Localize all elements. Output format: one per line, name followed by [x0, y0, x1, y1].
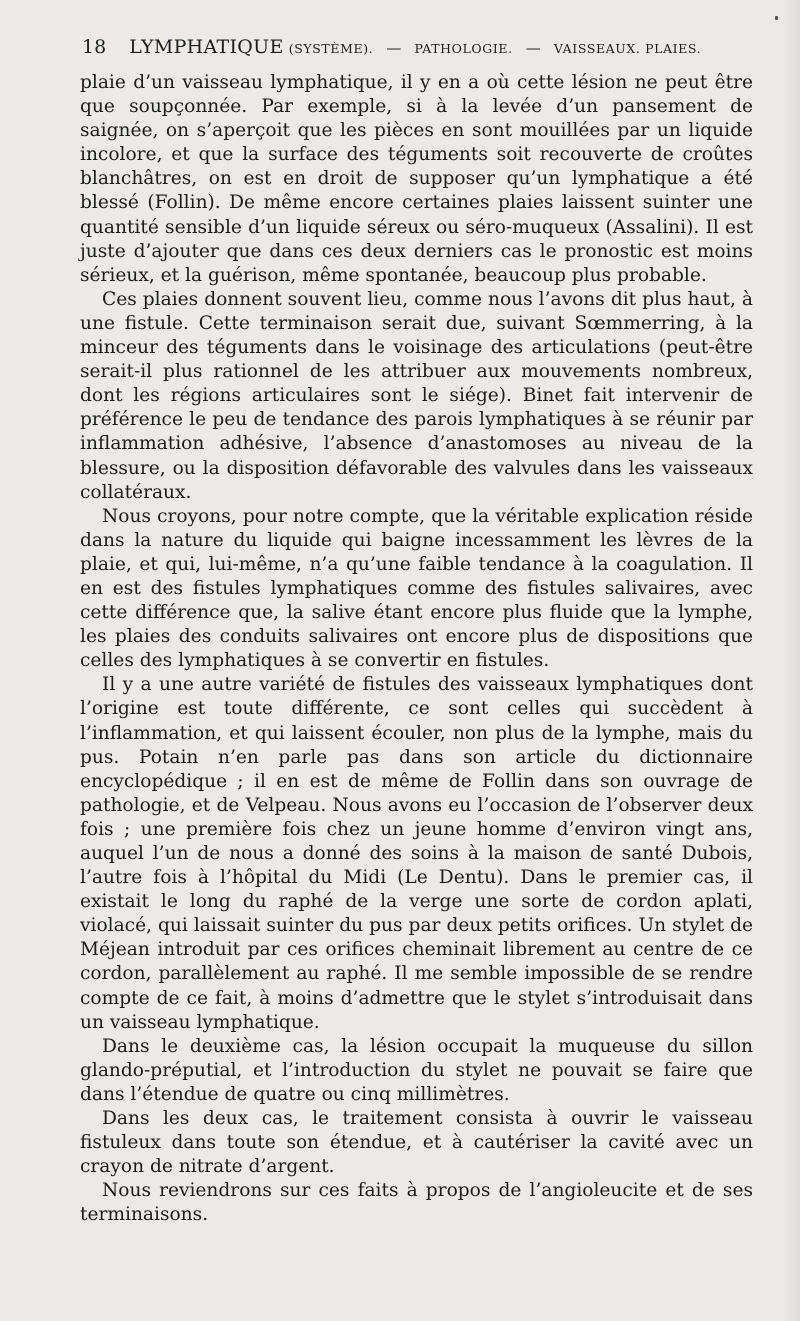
- header-section-pathologie: PATHOLOGIE.: [414, 41, 513, 56]
- paragraph-5: Dans le deuxième cas, la lésion occupait la muqueuse du sillon glando-préputial, et l’introduction du stylet ne pouvait se faire que dans l’étendue de quatre ou cinq millimètres.: [80, 1035, 753, 1105]
- paragraph-1: plaie d’un vaisseau lymphatique, il y en a où cette lésion ne peut être que soupçonnée. Par exemple, si à la levée d’un pansement de saignée, on s’aperçoit que les pièces en sont mouillées par un liquide incolore, et que la surface des téguments soit recouverte de croûtes blanchâtres, on est en droit de supposer qu’un lymphatique a été blessé (Follin). De même encore certaines plaies laissent suinter une quantité sensible d’un liquide séreux ou séro-muqueux (Assalini). Il est juste d’ajouter que dans ces deux derniers cas le pronostic est moins sérieux, et la guérison, même spontanée, beaucoup plus probable.: [80, 72, 753, 286]
- header-title: LYMPHATIQUE: [129, 36, 284, 58]
- header-section-vaisseaux: VAISSEAUX. PLAIES.: [553, 41, 702, 56]
- header-separator-2: —: [525, 39, 541, 57]
- paragraph-2: Ces plaies donnent souvent lieu, comme nous l’avons dit plus haut, à une fistule. Cette terminaison serait due, suivant Sœmmerring, à la minceur des téguments dans le voisinage des articulations (peut-être serait-il plus rationnel de les attribuer aux mouvements nombreux, dont les régions articulaires sont le siége). Binet fait intervenir de préférence le peu de tendance des parois lymphatiques à se réunir par inflammation adhésive, l’absence d’anastomoses au niveau de la blessure, ou la disposition défavorable des valvules dans les vaisseaux collatéraux.: [80, 288, 753, 503]
- page-edge-shadow: [782, 0, 800, 1321]
- page-number: 18: [82, 36, 107, 58]
- header-title-parenthetical: (SYSTÈME).: [288, 41, 374, 56]
- body-text: [80, 71, 753, 1228]
- paragraph-7: Nous reviendrons sur ces faits à propos de l’angioleucite et de ses terminaisons.: [80, 1180, 753, 1226]
- running-header: [82, 36, 752, 58]
- paragraph-4: Il y a une autre variété de fistules des vaisseaux lymphatiques dont l’origine est toute différente, ce sont celles qui succèdent à l’inflammation, et qui laissent écouler, non plus de la lymphe, mais du pus. Potain n’en parle pas dans son article du dictionnaire encyclopédique ; il en est de même de Follin dans son ouvrage de pathologie, et de Velpeau. Nous avons eu l’occasion de l’observer deux fois ; une première fois chez un jeune homme d’environ vingt ans, auquel l’un de nous a donné des soins à la maison de santé Dubois, l’autre fois à l’hôpital du Midi (Le Dentu). Dans le premier cas, il existait le long du raphé de la verge une sorte de cordon aplati, violacé, qui laissait suinter du pus par deux petits orifices. Un stylet de Méjean introduit par ces orifices cheminait librement au centre de ce cordon, parallèlement au raphé. Il me semble impossible de se rendre compte de ce fait, à moins d’admettre que le stylet s’introduisait dans un vaisseau lymphatique.: [80, 674, 753, 1033]
- paragraph-3: Nous croyons, pour notre compte, que la véritable explication réside dans la nature du liquide qui baigne incessamment les lèvres de la plaie, et qui, lui-même, n’a qu’une faible tendance à la coagulation. Il en est des fistules lymphatiques comme des fistules salivaires, avec cette différence que, la salive étant encore plus fluide que la lymphe, les plaies des conduits salivaires ont encore plus de dispositions que celles des lymphatiques à se convertir en fistules.: [80, 505, 753, 672]
- scan-speck: [775, 16, 778, 20]
- header-separator-1: —: [386, 39, 402, 57]
- paragraph-6: Dans les deux cas, le traitement consista à ouvrir le vaisseau fistuleux dans toute son étendue, et à cautériser la cavité avec un crayon de nitrate d’argent.: [80, 1108, 753, 1178]
